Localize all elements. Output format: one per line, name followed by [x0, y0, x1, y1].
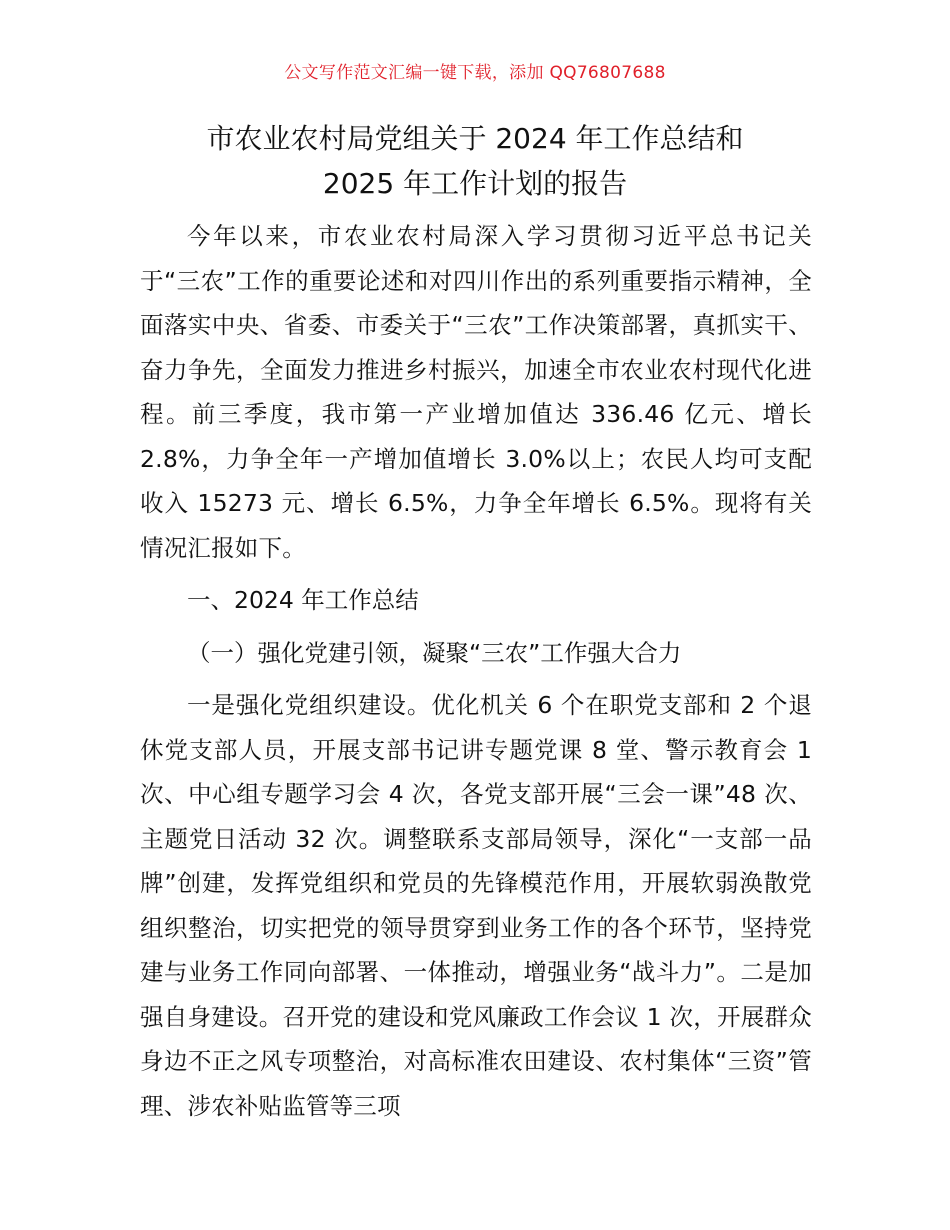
document-body	[140, 214, 812, 1128]
document-title-line-1: 市农业农村局党组关于 2024 年工作总结和	[206, 122, 744, 155]
body-paragraph: 一是强化党组织建设。优化机关 6 个在职党支部和 2 个退休党支部人员，开展支部书记讲专题党课 8 堂、警示教育会 1 次、中心组专题学习会 4 次，各党支部开展“三会一课”48 次、主题党日活动 32 次。调整联系支部局领导，深化“一支部一品牌”创建，发挥党组织和党员的先锋模范作用，开展软弱涣散党组织整治，切实把党的领导贯穿到业务工作的各个环节，坚持党建与业务工作同向部署、一体推动，增强业务“战斗力”。二是加强自身建设。召开党的建设和党风廉政工作会议 1 次，开展群众身边不正之风专项整治，对高标准农田建设、农村集体“三资”管理、涉农补贴监管等三项	[140, 691, 812, 1120]
document-title-line-2: 2025 年工作计划的报告	[322, 167, 628, 200]
subsection-heading: （一）强化党建引领，凝聚“三农”工作强大合力	[187, 638, 682, 667]
intro-paragraph: 今年以来，市农业农村局深入学习贯彻习近平总书记关于“三农”工作的重要论述和对四川作出的系列重要指示精神，全面落实中央、省委、市委关于“三农”工作决策部署，真抓实干、奋力争先，全面发力推进乡村振兴，加速全市农业农村现代化进程。前三季度，我市第一产业增加值达 336.46 亿元、增长 2.8%，力争全年一产增加值增长 3.0%以上；农民人均可支配收入 15273 元、增长 6.5%，力争全年增长 6.5%。现将有关情况汇报如下。	[140, 222, 812, 562]
section-heading: 一、2024 年工作总结	[187, 586, 419, 614]
watermark-banner: 公文写作范文汇编一键下载，添加 QQ76807688	[284, 63, 666, 83]
